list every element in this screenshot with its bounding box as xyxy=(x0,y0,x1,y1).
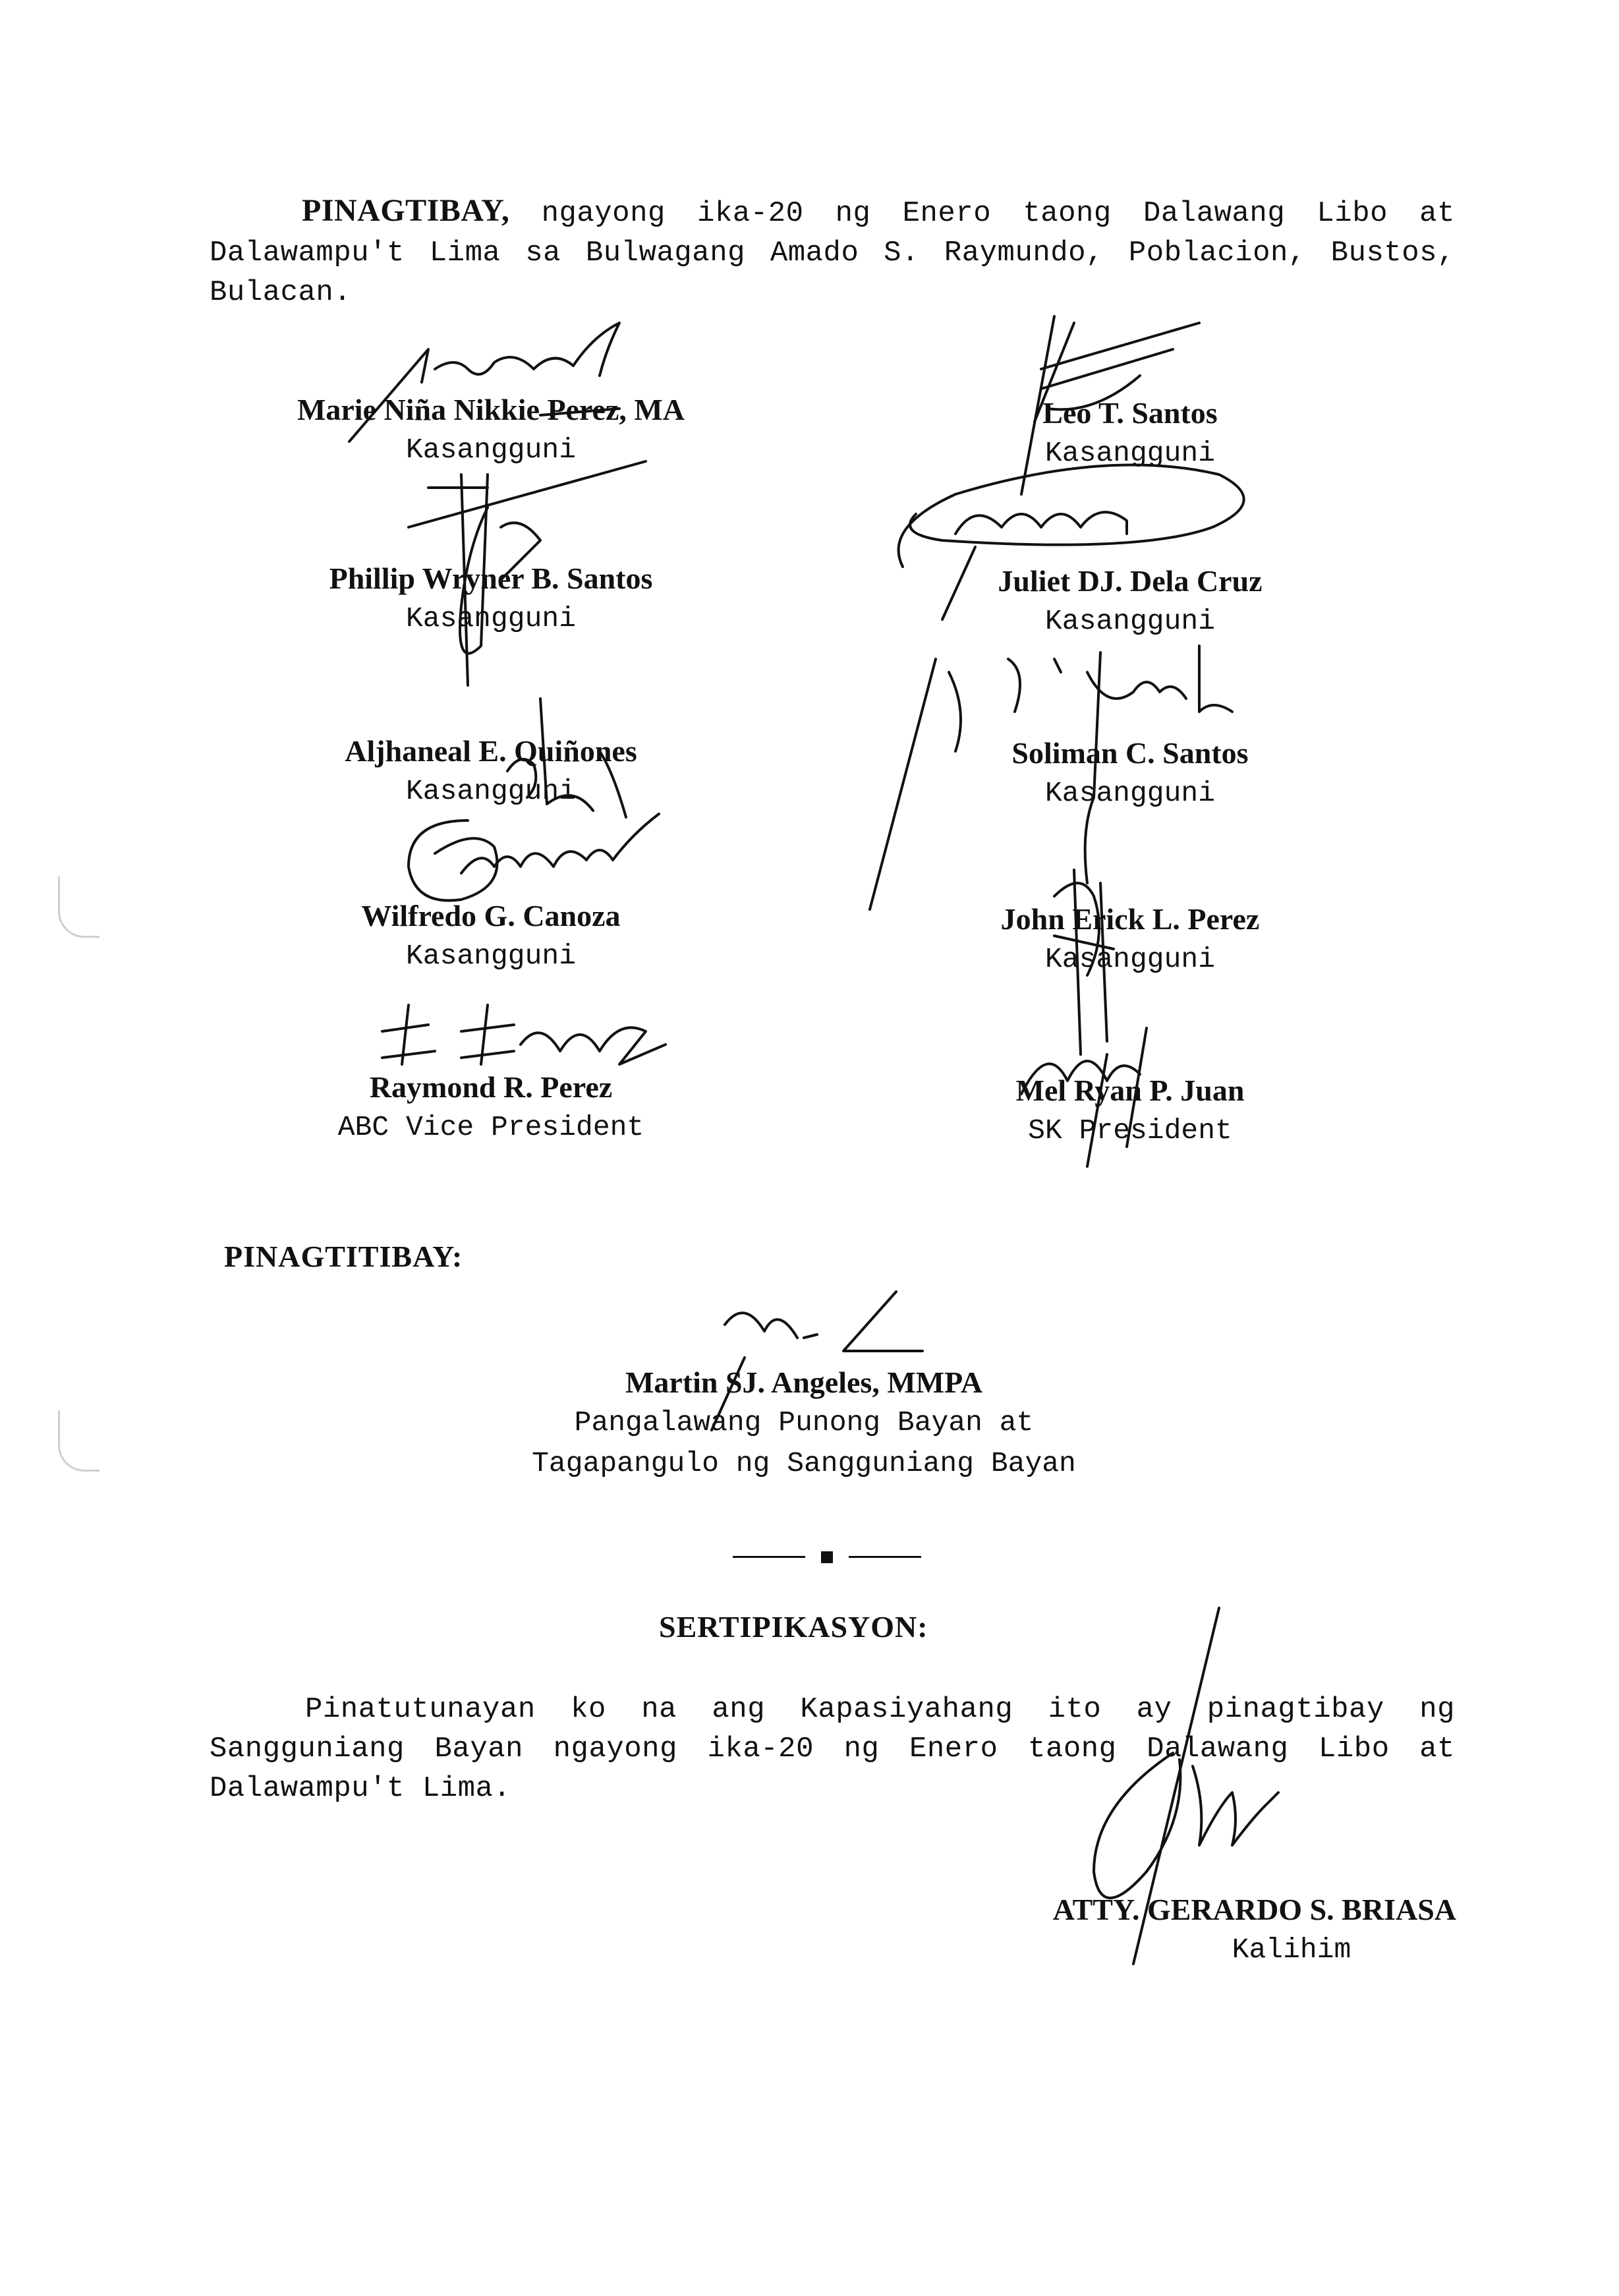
approval-text: ngayong ika-20 ng Enero taong Dalawang Libo at Dalawampu't Lima sa Bulwagang Amado S. Raymundo, Poblacion, Bustos, Bulacan. xyxy=(210,197,1455,309)
punch-hole-mark xyxy=(58,876,99,938)
signatory-name: Aljhaneal E. Quiñones xyxy=(345,734,637,768)
approval-lead: PINAGTIBAY, xyxy=(302,193,510,228)
signatory-title: Kasangguni xyxy=(1044,605,1216,637)
signatory-name: Phillip Wryner B. Santos xyxy=(329,561,653,595)
certification-heading: SERTIPIKASYON: xyxy=(659,1610,928,1644)
signatory-name: Marie Niña Nikkie Perez, MA xyxy=(297,393,685,426)
signatory-title: Kasangguni xyxy=(405,434,577,466)
signature-wilfredo-canoza xyxy=(395,801,672,919)
signatory-title: Kasangguni xyxy=(405,602,577,635)
signatory-name: Wilfredo G. Canoza xyxy=(361,899,621,933)
signatory-title: Kasangguni xyxy=(1044,437,1216,469)
signatory-name: Juliet DJ. Dela Cruz xyxy=(998,564,1263,598)
signature-mel-ryan-juan xyxy=(1008,1015,1179,1173)
ratification-name: Martin SJ. Angeles, MMPA xyxy=(625,1365,983,1399)
signatory-name: Raymond R. Perez xyxy=(369,1070,613,1104)
punch-hole-mark xyxy=(58,1410,99,1472)
signatory-title: Kasangguni xyxy=(1044,943,1216,975)
signatory-name: Mel Ryan P. Juan xyxy=(1015,1074,1245,1107)
ratification-title-line1: Pangalawang Punong Bayan at xyxy=(574,1406,1034,1439)
certification-title: Kalihim xyxy=(1232,1934,1351,1966)
ratification-heading: PINAGTITIBAY: xyxy=(224,1240,463,1273)
signature-martin-angeles xyxy=(672,1285,936,1437)
signatory-title: Kasangguni xyxy=(405,775,577,807)
signatory-title: SK President xyxy=(1028,1114,1232,1147)
signatory-title: Kasangguni xyxy=(1044,777,1216,809)
section-divider xyxy=(733,1550,924,1563)
certification-text: Pinatutunayan ko na ang Kapasiyahang ito ay pinagtibay ng Sangguniang Bayan ngayong ika-20 ng Enero taong Dalawang Libo at Dalawampu't Lima. xyxy=(210,1693,1455,1805)
signature-gerardo-briasa xyxy=(1015,1595,1278,1977)
signatory-title: Kasangguni xyxy=(405,940,577,972)
signatory-title: ABC Vice President xyxy=(337,1111,644,1143)
certification-name: ATTY. GERARDO S. BRIASA xyxy=(1052,1893,1456,1926)
ratification-title-line2: Tagapangulo ng Sangguniang Bayan xyxy=(532,1447,1076,1479)
signature-raymond-perez xyxy=(369,992,698,1084)
signature-juliet-dela-cruz xyxy=(876,435,1259,633)
signatory-name: Leo T. Santos xyxy=(1042,396,1218,430)
signatory-name: John Erick L. Perez xyxy=(1000,902,1260,936)
signatory-name: Soliman C. Santos xyxy=(1011,736,1249,770)
signature-phillip-wryner-santos xyxy=(369,448,672,725)
approval-paragraph xyxy=(210,191,1455,312)
